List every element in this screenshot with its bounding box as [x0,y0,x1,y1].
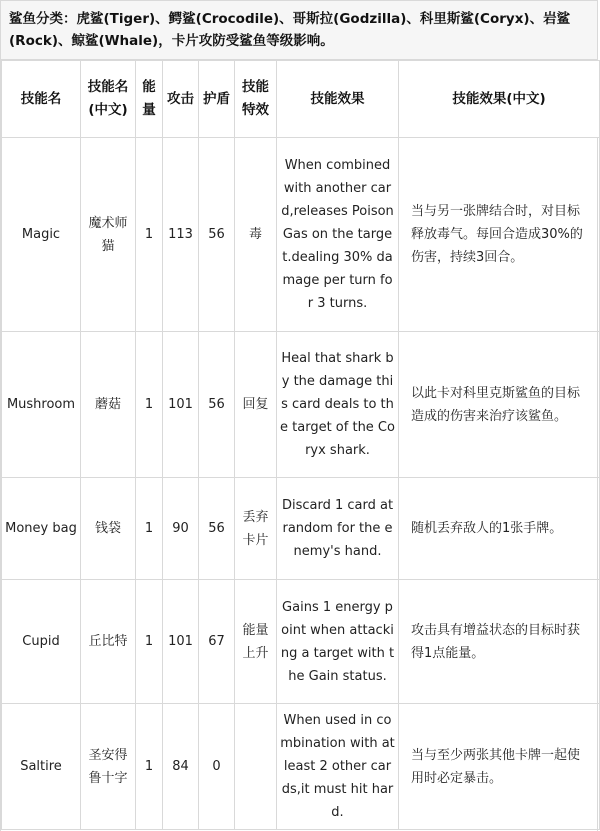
cell-energy: 1 [136,332,163,478]
cell-effect-cn: 以此卡对科里克斯鲨鱼的目标造成的伤害来治疗该鲨鱼。 [399,332,600,478]
cell-energy: 1 [136,138,163,332]
table-header-row [2,61,600,138]
table-row [2,138,600,332]
cell-name: Saltire [2,704,81,830]
cell-attack: 84 [163,704,199,830]
cell-attack: 90 [163,478,199,580]
cell-effect: When combined with another card,releases Poison Gas on the target.dealing 30% damage per turn for 3 turns. [277,138,399,332]
table-row [2,332,600,478]
shark-classification-note: 鲨鱼分类：虎鲨(Tiger)、鳄鲨(Crocodile)、哥斯拉(Godzilla)、科里斯鲨(Coryx)、岩鲨(Rock)、鲸鲨(Whale)，卡片攻防受鲨鱼等级影响。 [1,0,597,60]
header-skill-effect: 技能效果 [277,61,399,138]
cell-energy: 1 [136,704,163,830]
skill-table [1,60,600,830]
cell-effect: Heal that shark by the damage this card deals to the target of the Coryx shark. [277,332,399,478]
cell-shield: 56 [199,138,235,332]
cell-fx: 丢弃卡片 [235,478,277,580]
cell-effect-cn: 攻击具有增益状态的目标时获得1点能量。 [399,580,600,704]
table-row [2,478,600,580]
cell-name-cn: 圣安得鲁十字 [81,704,136,830]
cell-name-cn: 钱袋 [81,478,136,580]
cell-effect-cn: 随机丢弃敌人的1张手牌。 [399,478,600,580]
cell-fx: 回复 [235,332,277,478]
cell-attack: 101 [163,580,199,704]
cell-name: Cupid [2,580,81,704]
cell-shield: 56 [199,332,235,478]
cell-fx: 毒 [235,138,277,332]
cell-fx [235,704,277,830]
header-skill-name-cn: 技能名(中文) [81,61,136,138]
cell-effect: Gains 1 energy point when attacking a target with the Gain status. [277,580,399,704]
cell-name: Magic [2,138,81,332]
cell-energy: 1 [136,478,163,580]
header-attack: 攻击 [163,61,199,138]
cell-shield: 56 [199,478,235,580]
cell-shield: 67 [199,580,235,704]
cell-effect: When used in combination with at least 2 other cards,it must hit hard. [277,704,399,830]
cell-shield: 0 [199,704,235,830]
cell-name: Mushroom [2,332,81,478]
cell-effect: Discard 1 card at random for the enemy's hand. [277,478,399,580]
cell-energy: 1 [136,580,163,704]
table-row [2,704,600,830]
header-shield: 护盾 [199,61,235,138]
header-skill-name: 技能名 [2,61,81,138]
cell-attack: 113 [163,138,199,332]
table-row [2,580,600,704]
cell-name-cn: 魔术师猫 [81,138,136,332]
cell-name: Money bag [2,478,81,580]
cell-name-cn: 蘑菇 [81,332,136,478]
cell-fx: 能量上升 [235,580,277,704]
header-skill-effect-cn: 技能效果(中文) [399,61,600,138]
header-skill-fx: 技能特效 [235,61,277,138]
cell-attack: 101 [163,332,199,478]
cell-name-cn: 丘比特 [81,580,136,704]
cell-effect-cn: 当与至少两张其他卡牌一起使用时必定暴击。 [399,704,600,830]
header-energy: 能量 [136,61,163,138]
cell-effect-cn: 当与另一张牌结合时，对目标释放毒气。每回合造成30%的伤害，持续3回合。 [399,138,600,332]
